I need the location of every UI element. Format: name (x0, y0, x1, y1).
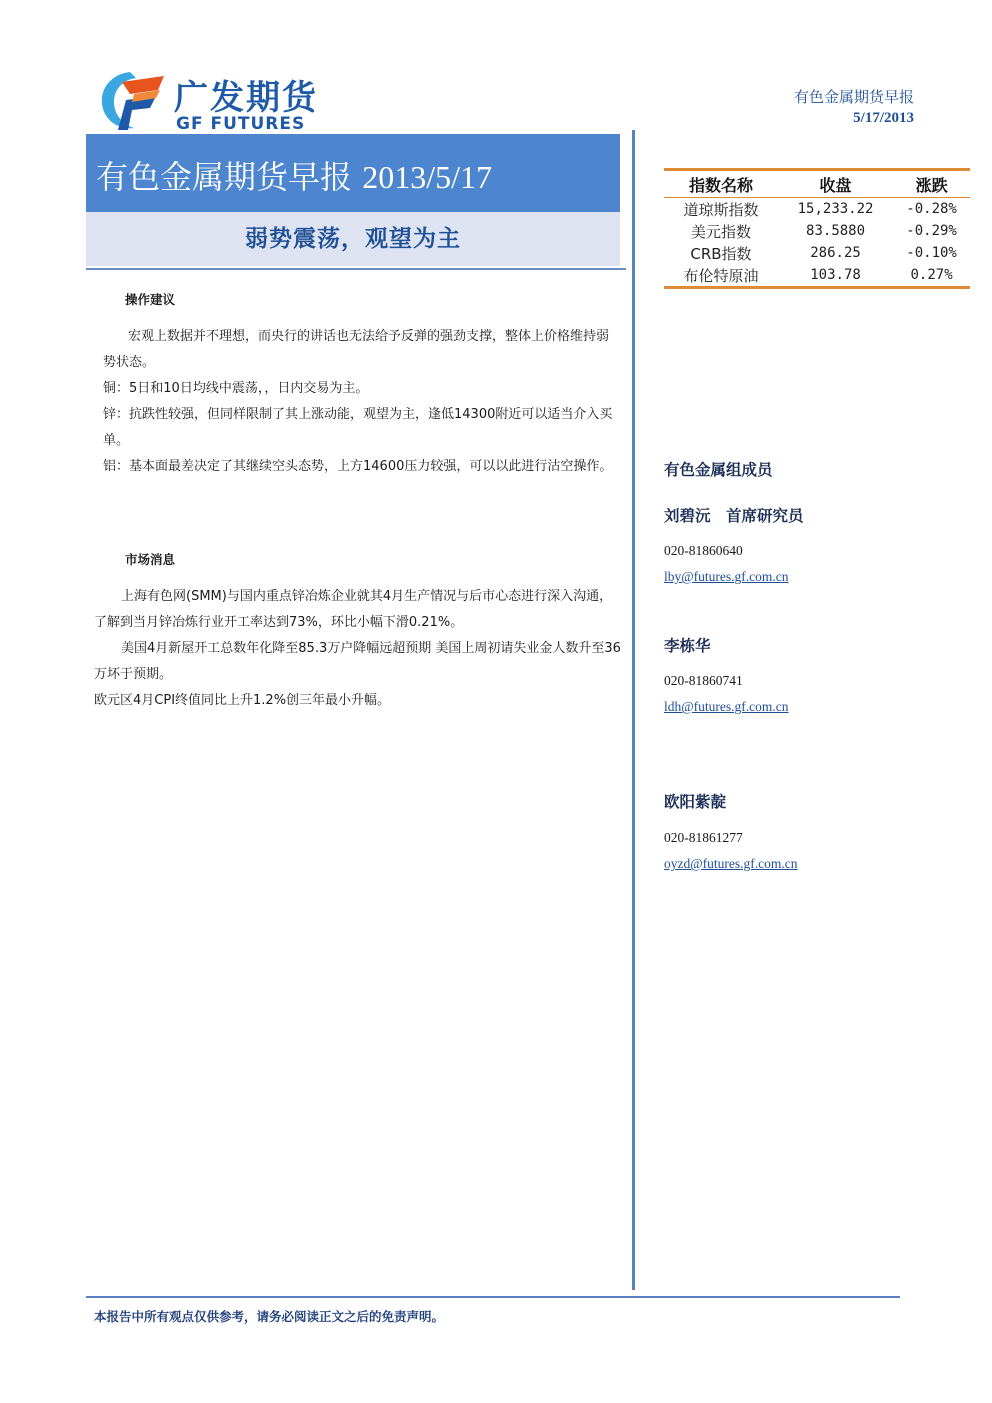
title-band (86, 134, 620, 212)
team-heading: 有色金属组成员 (664, 461, 773, 479)
member-phone: 020-81860640 (664, 543, 743, 558)
logo-cn-text: 广发期货 (174, 78, 318, 118)
index-name: 布伦特原油 (683, 266, 759, 285)
index-change: 0.27% (910, 267, 953, 283)
logo-en-text: GF FUTURES (176, 114, 306, 134)
title-main: 有色金属期货早报 (96, 158, 353, 196)
index-name: CRB指数 (690, 244, 752, 263)
table-row (664, 198, 970, 221)
ops-paragraph: 宏观上数据并不理想，而央行的讲话也无法给予反弹的强劲支撑，整体上价格维持弱势状态。 (103, 329, 610, 370)
section-heading-ops: 操作建议 (125, 292, 176, 307)
table-row (664, 264, 970, 286)
news-body (94, 584, 622, 714)
subtitle-band (86, 212, 620, 266)
news-paragraph: 上海有色网(SMM)与国内重点锌冶炼企业就其4月生产情况与后市心态进行深入沟通，了解到当月锌冶炼行业开工率达到73%，环比小幅下滑0.21%。 (94, 589, 613, 630)
header-report-name: 有色金属期货早报 (793, 88, 914, 106)
table-row (664, 242, 970, 264)
footer-disclaimer: 本报告中所有观点仅供参考，请务必阅读正文之后的免责声明。 (94, 1309, 445, 1324)
index-close: 103.78 (810, 267, 861, 283)
index-close: 286.25 (810, 245, 861, 261)
index-name: 美元指数 (690, 222, 751, 241)
table-header-row (664, 171, 970, 198)
page-subtitle: 弱势震荡，观望为主 (245, 226, 461, 252)
index-close: 15,233.22 (797, 201, 874, 217)
member-email-link[interactable]: oyzd@futures.gf.com.cn (664, 856, 798, 871)
ops-paragraph: 铝：基本面最差决定了其继续空头态势，上方14600压力较强，可以以此进行沽空操作。 (103, 459, 613, 474)
col-header-close: 收盘 (819, 175, 852, 195)
col-header-name: 指数名称 (688, 175, 753, 195)
news-paragraph: 美国4月新屋开工总数年化降至85.3万户降幅远超预期 美国上周初请失业金人数升至36万坏于预期。 (94, 641, 621, 682)
index-change: -0.28% (906, 201, 957, 217)
member-phone: 020-81861277 (664, 830, 743, 845)
page-title (96, 152, 492, 198)
company-logo (96, 68, 346, 138)
section-heading-news: 市场消息 (125, 552, 176, 567)
ops-paragraph: 铜：5日和10日均线中震荡，，日内交易为主。 (103, 381, 369, 396)
gf-logo-icon (96, 68, 166, 134)
member-phone: 020-81860741 (664, 673, 743, 688)
index-close: 83.5880 (806, 223, 866, 239)
ops-paragraph: 锌：抗跌性较强，但同样限制了其上涨动能，观望为主，逢低14300附近可以适当介入买单。 (103, 407, 613, 448)
index-name: 道琼斯指数 (683, 200, 759, 219)
member-name: 刘碧沅 首席研究员 (664, 507, 804, 525)
column-divider (632, 130, 635, 1290)
footer-divider (86, 1296, 900, 1298)
market-index-table (664, 168, 970, 289)
index-change: -0.29% (906, 223, 957, 239)
member-name: 欧阳紫靛 (664, 793, 727, 811)
member-name: 李栋华 (664, 637, 711, 655)
header-date: 5/17/2013 (853, 110, 914, 126)
index-change: -0.10% (906, 245, 957, 261)
table-row (664, 220, 970, 242)
member-email-link[interactable]: lby@futures.gf.com.cn (664, 569, 789, 584)
news-paragraph: 欧元区4月CPI终值同比上升1.2%创三年最小升幅。 (94, 693, 391, 708)
title-date: 2013/5/17 (362, 159, 492, 195)
title-divider (86, 268, 626, 270)
ops-body (103, 324, 618, 480)
col-header-change: 涨跌 (915, 175, 948, 195)
member-email-link[interactable]: ldh@futures.gf.com.cn (664, 699, 789, 714)
